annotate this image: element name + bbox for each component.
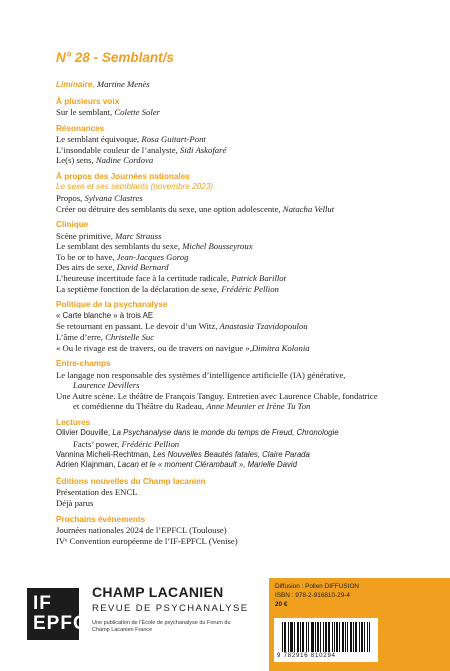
item-title: Des airs de sexe,	[56, 262, 117, 273]
barcode-bar	[359, 622, 360, 652]
item-author: Colette Soler	[114, 107, 160, 118]
item-author: Natacha Vellut	[282, 203, 335, 214]
list-item	[56, 370, 441, 381]
footer	[0, 578, 450, 671]
section	[56, 418, 441, 471]
barcode-bar	[320, 622, 321, 652]
item-author: Anne Meunier et Irène Tu Ton	[206, 401, 311, 412]
list-item	[56, 391, 441, 402]
item-title: Olivier Douville,	[56, 428, 113, 438]
barcode-bar	[356, 622, 357, 652]
distribution-info	[275, 582, 359, 609]
price: 20 €	[275, 601, 288, 608]
item-author: Rosa Guitart-Pont	[141, 134, 206, 145]
barcode-bar	[292, 622, 293, 652]
list-item	[56, 332, 441, 343]
list-item	[56, 273, 441, 284]
section-title: Lectures	[56, 417, 91, 427]
section	[56, 124, 441, 166]
brand-name: CHAMP LACANIEN	[92, 584, 224, 600]
issue-title: N° 28 - Semblant/s	[56, 50, 174, 65]
logo-line-1: IF	[33, 593, 52, 614]
barcode-bar	[300, 622, 301, 652]
item-title: Créer ou détruire des semblants du sexe, une option adolescente,	[56, 203, 283, 214]
barcode-bar	[303, 622, 304, 652]
item-author: Sylvana Clastres	[84, 192, 143, 203]
barcode-bar	[318, 622, 319, 652]
list-item	[56, 231, 441, 242]
item-author: Anastasia Tzavidopoulou	[219, 321, 308, 332]
list-item	[56, 343, 441, 354]
item-author: Laurence Devillers	[73, 380, 140, 391]
sections-list	[56, 97, 441, 547]
item-title: Une Autre scène. Le théâtre de François Tanguy. Entretien avec Laurence Chable, fondatrice	[56, 390, 378, 401]
item-book-title: La Psychanalyse dans le monde du temps de Freud, Chronologie	[112, 428, 339, 438]
item-title: Le semblant équivoque,	[56, 134, 142, 145]
section	[56, 220, 441, 294]
section	[56, 359, 441, 412]
barcode-bar	[343, 622, 344, 652]
item-author: Frédéric Pellion	[121, 439, 180, 450]
barcode-bar	[337, 622, 338, 652]
item-title: Déjà parus	[56, 497, 94, 508]
liminaire-title: Liminaire,	[56, 80, 95, 89]
list-item	[56, 204, 441, 215]
item-author: Frédéric Pellion	[221, 283, 279, 294]
table-of-contents	[56, 50, 441, 546]
item-author: Sidi Askofaré	[179, 144, 227, 155]
item-author: Dimitra Kolonia	[251, 342, 310, 353]
item-author: Christelle Suc	[105, 331, 155, 342]
liminaire-author: Martine Menès	[96, 79, 150, 89]
list-item	[56, 155, 441, 166]
barcode-bar	[288, 622, 289, 652]
isbn: ISBN : 978-2-916810-29-4	[275, 592, 350, 599]
barcode-bar	[315, 622, 316, 652]
item-author: Marc Strauss	[115, 230, 162, 241]
barcode-bar	[313, 622, 314, 652]
item-title: L’insondable couleur de l’analyste,	[56, 144, 180, 155]
item-title: To be or to have,	[56, 251, 117, 262]
section-subtitle: Le sexe et ses semblants (novembre 2023)	[56, 182, 214, 192]
item-title: Se retournant en passant. Le devoir d’un Witz,	[56, 321, 220, 332]
list-item	[56, 321, 441, 332]
barcode-bar	[329, 622, 330, 652]
item-title: La septième fonction de la déclaration de sexe,	[56, 283, 222, 294]
section-title: Éditions nouvelles du Champ lacanien	[56, 476, 206, 486]
item-author: Michel Bousseyroux	[182, 241, 253, 252]
section	[56, 172, 441, 214]
item-title: et comédienne du Théâtre du Radeau,	[73, 401, 207, 412]
item-author: Marielle David	[247, 460, 297, 470]
item-title: Propos,	[56, 192, 85, 203]
item-title: « Carte blanche » à trois AE	[56, 310, 154, 320]
distribution-box	[269, 578, 450, 671]
barcode-bars	[282, 622, 370, 652]
barcode-bar	[294, 622, 295, 652]
barcode-bar	[339, 622, 340, 652]
list-item	[56, 252, 441, 263]
barcode-bar	[351, 622, 352, 652]
item-author: Claire Parada	[262, 449, 310, 459]
list-item	[56, 401, 441, 412]
list-item	[56, 498, 441, 509]
section-title: Entre-champs	[56, 359, 111, 369]
section-title: À plusieurs voix	[56, 96, 120, 106]
list-item	[56, 487, 441, 498]
item-title: IVᵉ Convention européenne de l’IF-EPFCL (Venise)	[56, 535, 238, 546]
logo-line-2: EPFCL	[33, 613, 101, 634]
barcode-bar	[306, 622, 307, 652]
item-title: Sur le semblant,	[56, 107, 115, 118]
item-title: Adrien Klajnman,	[56, 460, 118, 470]
item-title: Scène primitive,	[56, 230, 116, 241]
list-item	[56, 134, 441, 145]
publication-note: Une publication de l’École de psychanalyse du Forum du Champ Lacanien France	[92, 620, 231, 633]
brand-subtitle: REVUE DE PSYCHANALYSE	[92, 603, 249, 614]
distributor: Diffusion : Pollen DIFFUSION	[275, 583, 360, 590]
barcode-bar	[326, 622, 327, 652]
liminaire	[56, 79, 441, 91]
list-item	[56, 460, 441, 471]
list-item	[56, 262, 441, 273]
section	[56, 477, 441, 509]
section-title: Politique de la psychanalyse	[56, 300, 168, 310]
item-title: Vannina Micheli-Rechtman,	[56, 449, 153, 459]
item-title: L’heureuse incertitude face à la certitude radicale,	[56, 273, 232, 284]
item-title: Le semblant des semblants du sexe,	[56, 241, 183, 252]
barcode-bar	[334, 622, 335, 652]
barcode-bar	[323, 622, 324, 652]
barcode	[274, 618, 378, 662]
list-item	[56, 284, 441, 295]
item-title: Présentation des ENCL	[56, 487, 138, 498]
barcode-bar	[298, 622, 299, 652]
barcode-bar	[345, 622, 346, 652]
item-book-title: Les Nouvelles Beautés fatales,	[152, 449, 263, 459]
list-item	[56, 380, 441, 391]
item-title: L’âme d’erre,	[56, 331, 106, 342]
item-author: Patrick Barillot	[231, 273, 287, 284]
item-title: Facts’ power,	[73, 439, 122, 450]
list-item	[56, 428, 441, 439]
barcode-bar	[362, 622, 363, 652]
section-title: À propos des Journées nationales	[56, 171, 190, 181]
list-item	[56, 145, 441, 156]
item-book-title: Lacan et le « moment Clérambault »,	[117, 460, 248, 470]
item-author: Nadine Cordova	[95, 155, 154, 166]
list-item	[56, 311, 441, 322]
section-title: Résonances	[56, 123, 105, 133]
list-item	[56, 107, 441, 118]
section-title: Clinique	[56, 220, 89, 230]
barcode-bar	[369, 622, 370, 652]
item-title: Le langage non responsable des systèmes d’intelligence artificielle (IA) générative,	[56, 369, 346, 380]
barcode-bar	[353, 622, 354, 652]
barcode-bar	[285, 622, 286, 652]
barcode-bar	[332, 622, 333, 652]
item-author: David Bernard	[116, 262, 169, 273]
section	[56, 97, 441, 118]
barcode-bar	[347, 622, 348, 652]
barcode-bar	[364, 622, 365, 652]
barcode-bar	[367, 622, 368, 652]
section-title: Prochains événements	[56, 514, 146, 524]
item-title: « Ou le rivage est de travers, ou de travers on navigue »,	[56, 342, 252, 353]
section	[56, 300, 441, 353]
barcode-bar	[282, 622, 283, 652]
barcode-bar	[308, 622, 309, 652]
list-item	[56, 536, 441, 547]
list-item	[56, 241, 441, 252]
list-item	[56, 450, 441, 461]
item-title: Journées nationales 2024 de l’EPFCL (Toulouse)	[56, 525, 227, 536]
barcode-number: 9 782916 810294	[277, 653, 336, 659]
epfcl-logo	[27, 588, 101, 640]
item-title: Le(s) sens,	[56, 155, 96, 166]
item-author: Jean-Jacques Gorog	[116, 251, 189, 262]
list-item	[56, 193, 441, 204]
section	[56, 515, 441, 547]
list-item	[56, 525, 441, 536]
list-item	[56, 439, 441, 450]
